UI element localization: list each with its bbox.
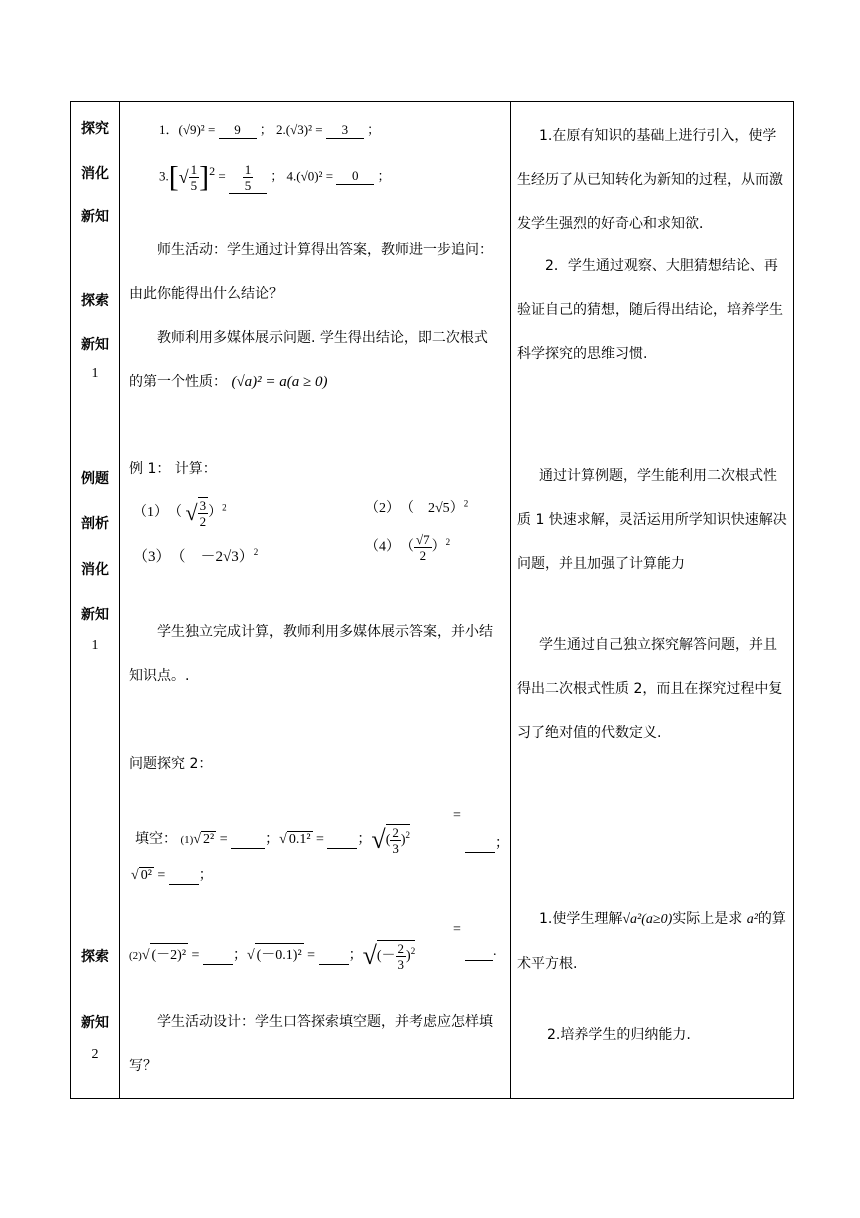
stage-label: 新知: [81, 607, 109, 623]
example-1-den: 2: [199, 514, 207, 529]
q3-answer-num: 1: [244, 162, 252, 177]
fill-1c-equals: =: [453, 808, 461, 823]
stage-label: 探究: [81, 121, 109, 137]
fill-2b: (－0.1)²: [255, 943, 304, 964]
teacher-activity-1: 师生活动：学生通过计算得出答案，教师进一步追问：由此你能得出什么结论？: [129, 242, 493, 302]
purpose-3: 通过计算例题，学生能利用二次根式性质 1 快速求解，灵活运用所学知识快速解决问题，并且加强了计算能力: [517, 468, 787, 572]
example-1: （1） （ √ $\frac{3}{2}$ ）$^2$: [133, 498, 227, 529]
lesson-table: [70, 101, 794, 1099]
stage-label: 新知: [81, 209, 109, 225]
question-2-prefix: 2.(√3)² =: [276, 122, 323, 137]
fill-1-prefix: (1): [180, 834, 194, 847]
question-1-prefix: 1．(√9)² =: [159, 122, 216, 137]
example-4-num: √7: [416, 532, 430, 547]
fill-1a: 2²: [203, 832, 215, 848]
purpose-5-d: 的算术平方根.: [517, 911, 786, 972]
purpose-6: 2.培养学生的归纳能力.: [547, 1027, 691, 1043]
student-activity-2: 学生活动设计：学生口答探索填空题，并考虑应怎样填写？: [129, 1014, 493, 1074]
purpose-4: 学生通过自己独立探究解答问题，并且得出二次根式性质 2，而且在探究过程中复习了绝对值的代数定义.: [517, 637, 783, 741]
column-divider: [119, 102, 120, 1098]
fill-2c-equals: =: [453, 922, 461, 937]
fill-2c-blank: .: [465, 944, 497, 961]
question-4-prefix: 4.(√0)² =: [286, 168, 334, 184]
fill-1b: 0.1²: [288, 832, 311, 848]
stage-label: 探索: [81, 293, 109, 309]
example-3-label: （3）: [133, 549, 164, 565]
fill-row-2: (2)√ (－2)² = ；√ (－0.1)² = ；√(－ $\frac{2}{3}$ )$^2$: [129, 941, 416, 972]
column-divider: [510, 102, 511, 1098]
purpose-5-c: a²: [746, 912, 758, 927]
fill-2c-den: 3: [397, 957, 405, 972]
purpose-5-b: 实际上是求: [672, 911, 743, 927]
question-4-answer: 0: [336, 168, 374, 185]
q3-frac-num: 1: [190, 162, 198, 177]
example-1-label: （1）: [133, 505, 161, 521]
stage-label: 1: [91, 638, 99, 653]
teacher-activity-2-text: 教师利用多媒体展示问题. 学生得出结论，即二次根式的第一个性质：: [129, 330, 488, 390]
example-4-label: （4）: [365, 539, 393, 555]
fill-2-prefix: (2): [129, 950, 142, 963]
purpose-2: 2．学生通过观察、大胆猜想结论、再验证自己的猜想，随后得出结论，培养学生科学探究的思维习惯.: [517, 258, 783, 362]
stage-label: 新知: [81, 337, 109, 353]
stage-label: 新知: [81, 1015, 109, 1031]
stage-label: 例题: [81, 471, 109, 487]
question-3-4: 3.[√ $\frac{1}{5}$ ]2 = $\frac{1}{5}$ ； 4.(√0)² = 0 ；: [159, 160, 391, 194]
property-1-formula: (√a)² = a(a ≥ 0): [231, 374, 328, 390]
q3-answer-den: 5: [244, 178, 252, 193]
student-activity-1: 学生独立完成计算，教师利用多媒体展示答案，并小结知识点。.: [129, 624, 493, 684]
question-3-prefix: 3.: [159, 168, 169, 184]
example-1-num: 3: [199, 498, 207, 513]
fill-2a: (－2)²: [150, 943, 189, 964]
fill-1c-num: 2: [392, 825, 399, 840]
example-3-expr: －2√3: [200, 549, 239, 565]
fill-row-1: 填空： (1)√ 2² = ；√ 0.1² = ；√( $\frac{2}{3}$ )$^2$: [135, 825, 411, 856]
stage-label: 消化: [81, 166, 109, 182]
question-1-answer: 9: [219, 122, 257, 139]
fill-1c-den: 3: [392, 841, 399, 856]
stage-label: 2: [91, 1047, 99, 1062]
fill-label: 填空：: [135, 830, 177, 847]
fill-2c-num: 2: [397, 941, 405, 956]
purpose-1: 1.在原有知识的基础上进行引入，使学生经历了从已知转化为新知的过程，从而激发学生强烈的好奇心和求知欲．: [517, 128, 783, 232]
stage-label: 消化: [81, 562, 109, 578]
example-title: 例 1： 计算：: [129, 461, 217, 477]
fill-1c-blank: ；: [465, 832, 509, 853]
example-4: （4） （ $\frac{√7}{2}$ ）$^2$: [365, 532, 451, 563]
example-3: （3） （ －2√3）$^2$: [133, 547, 259, 565]
example-2-label: （2）: [365, 501, 393, 516]
fill-1d: 0²: [140, 868, 152, 883]
question-2-answer: 3: [326, 122, 364, 139]
fill-row-1-cont: √ 0² = ；: [131, 868, 213, 883]
stage-label: 探索: [81, 949, 109, 965]
problem-2-title: 问题探究 2：: [129, 756, 213, 772]
purpose-5-a: 1.使学生理解: [539, 911, 623, 927]
example-2-expr: 2√5: [428, 501, 450, 516]
stage-label: 剖析: [81, 516, 109, 532]
q3-frac-den: 5: [190, 178, 198, 193]
example-4-den: 2: [419, 548, 427, 563]
example-2: （2） （ 2√5）$^2$: [365, 498, 469, 516]
teacher-activity-2: [129, 316, 501, 404]
question-1: 1．(√9)² = 9 ； 2.(√3)² = 3 ；: [159, 122, 381, 137]
stage-label: 1: [91, 366, 99, 381]
purpose-5: [517, 897, 789, 986]
purpose-5-expr: √a²(a≥0): [622, 912, 673, 927]
